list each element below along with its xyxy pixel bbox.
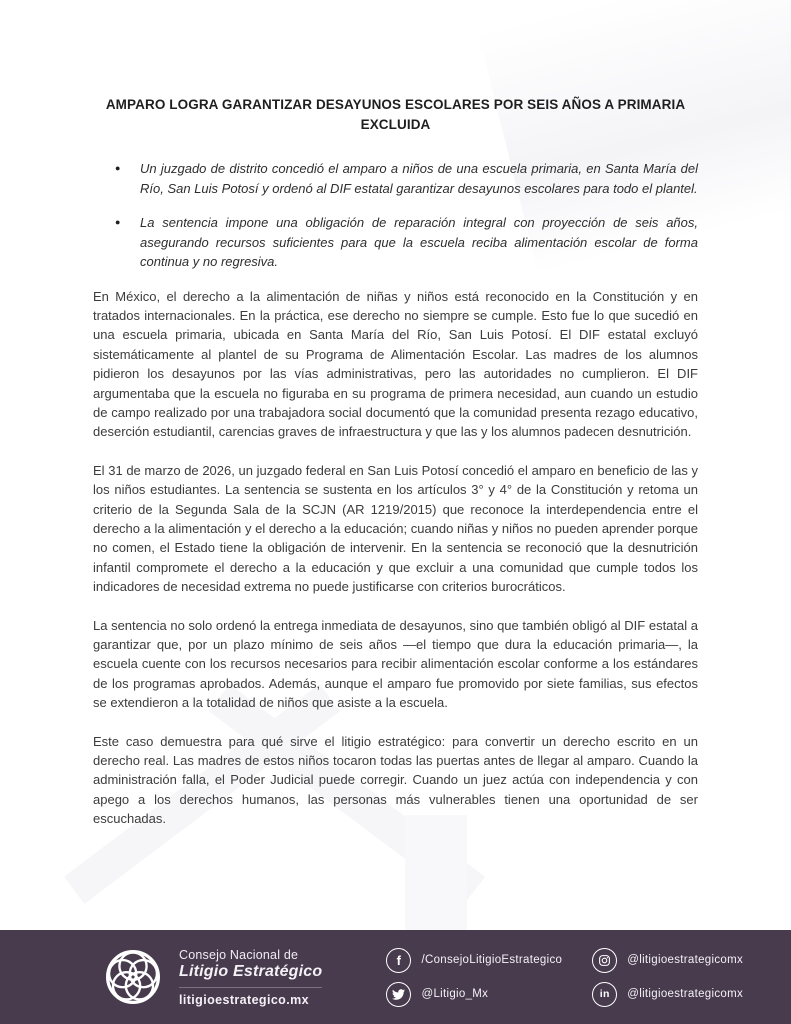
body-paragraph: El 31 de marzo de 2026, un juzgado federal en San Luis Potosí concedió el amparo en beneficio de las y los niños estudiantes. La sentencia se sustenta en los artículos 3° y 4° de la Constitución y retoma un criterio de la Segunda Sala de la SCJN (AR 1219/2015) que reconoce la interdependencia entre el derecho a la alimentación y el derecho a la educación; cuando niñas y niños no pueden aprender porque no comen, el Estado tiene la obligación de intervenir. En la sentencia se reconoció que la desnutrición infantil compromete el derecho a la educación y que excluir a una comunidad que cumple todos los indicadores de necesidad extrema no puede justificarse con criterios burocráticos. [93, 462, 698, 595]
body-paragraph: En México, el derecho a la alimentación de niñas y niños está reconocido en la Constitución y en tratados internacionales. En la práctica, ese derecho no siempre se cumple. Esto fue lo que sucedió en una escuela primaria, ubicada en Santa María del Río, San Luis Potosí. El DIF estatal excluyó sistemáticamente al plantel de su Programa de Alimentación Escolar. Las madres de los alumnos pidieron los desayunos por las vías administrativas, pero las autoridades no cumplieron. El DIF argumentaba que la escuela no figuraba en su programa de primera necesidad, aun cuando un estudio de campo realizado por una trabajadora social documentó que la comunidad presenta rezago educativo, deserción estudiantil, carencias graves de infraestructura y que las y los alumnos padecen desnutrición. [93, 288, 698, 440]
bullet-item [93, 213, 698, 272]
linkedin-icon: in [592, 982, 617, 1007]
org-name-line1: Consejo Nacional de [179, 947, 299, 962]
document-title: AMPARO LOGRA GARANTIZAR DESAYUNOS ESCOLARES POR SEIS AÑOS A PRIMARIA EXCLUIDA [105, 97, 686, 132]
watermark-shape [405, 815, 467, 930]
social-link-instagram[interactable] [592, 948, 743, 973]
facebook-icon: f [386, 948, 411, 973]
social-link-twitter[interactable] [386, 982, 562, 1007]
cnle-logo-icon [104, 948, 162, 1006]
bullet-text: Un juzgado de distrito concedió el amparo a niños de una escuela primaria, en Santa María del Río, San Luis Potosí y ordenó al DIF estatal garantizar desayunos escolares para todo el plantel. [140, 161, 698, 196]
instagram-icon [592, 948, 617, 973]
body-paragraph: La sentencia no solo ordenó la entrega inmediata de desayunos, sino que también obligó al DIF estatal a garantizar que, por un plazo mínimo de seis años —el tiempo que dura la educación primaria—, la escuela cuente con los recursos necesarios para recibir alimentación escolar conforme a los estándares de los programas aprobados. Además, aunque el amparo fue promovido por siete familias, sus efectos se extendieron a la totalidad de niños que asiste a la escuela. [93, 617, 698, 711]
summary-bullets [93, 159, 698, 272]
social-links [386, 948, 743, 1007]
social-link-linkedin[interactable] [592, 982, 743, 1007]
brand-divider [179, 987, 322, 988]
document-body [93, 0, 698, 829]
social-link-facebook[interactable] [386, 948, 562, 973]
bullet-text: La sentencia impone una obligación de reparación integral con proyección de seis años, asegurando recursos suficientes para que la escuela reciba alimentación escolar de forma continua y no regresiva. [140, 215, 698, 269]
social-handle: @litigioestrategicomx [627, 988, 743, 1000]
org-name-line2: Litigio Estratégico [179, 962, 323, 980]
bullet-marker-icon: ● [115, 163, 121, 173]
twitter-icon [386, 982, 411, 1007]
social-handle: @Litigio_Mx [421, 988, 489, 1000]
brand-text [179, 948, 322, 1007]
brand-block [104, 948, 322, 1007]
website-link[interactable]: litigioestrategico.mx [179, 992, 309, 1007]
body-paragraph: Este caso demuestra para qué sirve el litigio estratégico: para convertir un derecho escrito en un derecho real. Las madres de estos niños tocaron todas las puertas antes de llegar al amparo. Cuando la administración falla, el Poder Judicial puede corregir. Cuando un juez actúa con independencia y con apego a los derechos humanos, las personas más vulnerables tienen una oportunidad de ser escuchadas. [93, 733, 698, 827]
footer-bar [0, 930, 791, 1024]
bullet-item [93, 159, 698, 198]
social-handle: /ConsejoLitigioEstrategico [421, 954, 563, 966]
bullet-marker-icon: ● [115, 217, 121, 227]
social-handle: @litigioestrategicomx [627, 954, 743, 966]
